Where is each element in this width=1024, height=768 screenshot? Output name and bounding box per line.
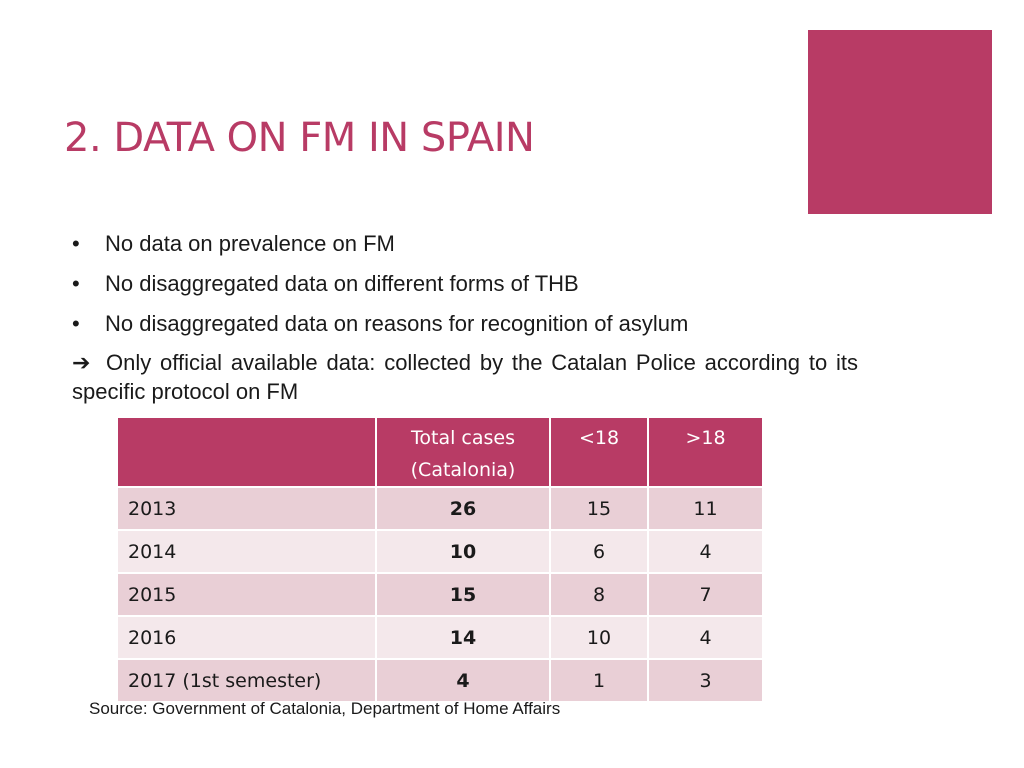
over-18-cell: 3 xyxy=(648,659,763,702)
over-18-cell: 4 xyxy=(648,616,763,659)
bullet-dot-icon: • xyxy=(72,231,80,256)
table-row xyxy=(117,530,763,573)
header-year xyxy=(117,417,376,487)
table-row xyxy=(117,573,763,616)
year-cell: 2016 xyxy=(117,616,376,659)
over-18-cell: 11 xyxy=(648,487,763,530)
accent-square xyxy=(808,30,992,214)
bullet-item xyxy=(72,310,858,350)
bullet-item xyxy=(72,230,858,270)
arrow-paragraph xyxy=(72,348,858,406)
under-18-cell: 15 xyxy=(550,487,648,530)
year-cell: 2013 xyxy=(117,487,376,530)
table-header-row xyxy=(117,417,763,487)
total-cell: 15 xyxy=(376,573,550,616)
total-cell: 26 xyxy=(376,487,550,530)
source-note: Source: Government of Catalonia, Department of Home Affairs xyxy=(89,699,561,718)
table-row xyxy=(117,616,763,659)
year-cell: 2017 (1st semester) xyxy=(117,659,376,702)
under-18-cell: 6 xyxy=(550,530,648,573)
arrow-paragraph-text: Only official available data: collected by the Catalan Police according to its specific protocol on FM xyxy=(72,350,858,404)
total-cell: 14 xyxy=(376,616,550,659)
under-18-cell: 1 xyxy=(550,659,648,702)
slide-title: 2. DATA ON FM IN SPAIN xyxy=(64,115,535,161)
arrow-right-icon: ➔ xyxy=(72,350,91,375)
table-row xyxy=(117,487,763,530)
year-cell: 2015 xyxy=(117,573,376,616)
total-cell: 4 xyxy=(376,659,550,702)
header-over-18: >18 xyxy=(648,417,763,487)
bullet-dot-icon: • xyxy=(72,271,80,296)
bullet-item xyxy=(72,270,858,310)
under-18-cell: 8 xyxy=(550,573,648,616)
fm-cases-table xyxy=(116,416,764,703)
bullet-text: No disaggregated data on reasons for recognition of asylum xyxy=(105,311,689,336)
table-row xyxy=(117,659,763,702)
header-under-18: <18 xyxy=(550,417,648,487)
bullet-text: No disaggregated data on different forms of THB xyxy=(105,271,579,296)
under-18-cell: 10 xyxy=(550,616,648,659)
bullet-text: No data on prevalence on FM xyxy=(105,231,395,256)
bullet-list xyxy=(72,230,858,350)
year-cell: 2014 xyxy=(117,530,376,573)
over-18-cell: 7 xyxy=(648,573,763,616)
bullet-dot-icon: • xyxy=(72,311,80,336)
total-cell: 10 xyxy=(376,530,550,573)
over-18-cell: 4 xyxy=(648,530,763,573)
header-total-cases: Total cases (Catalonia) xyxy=(376,417,550,487)
